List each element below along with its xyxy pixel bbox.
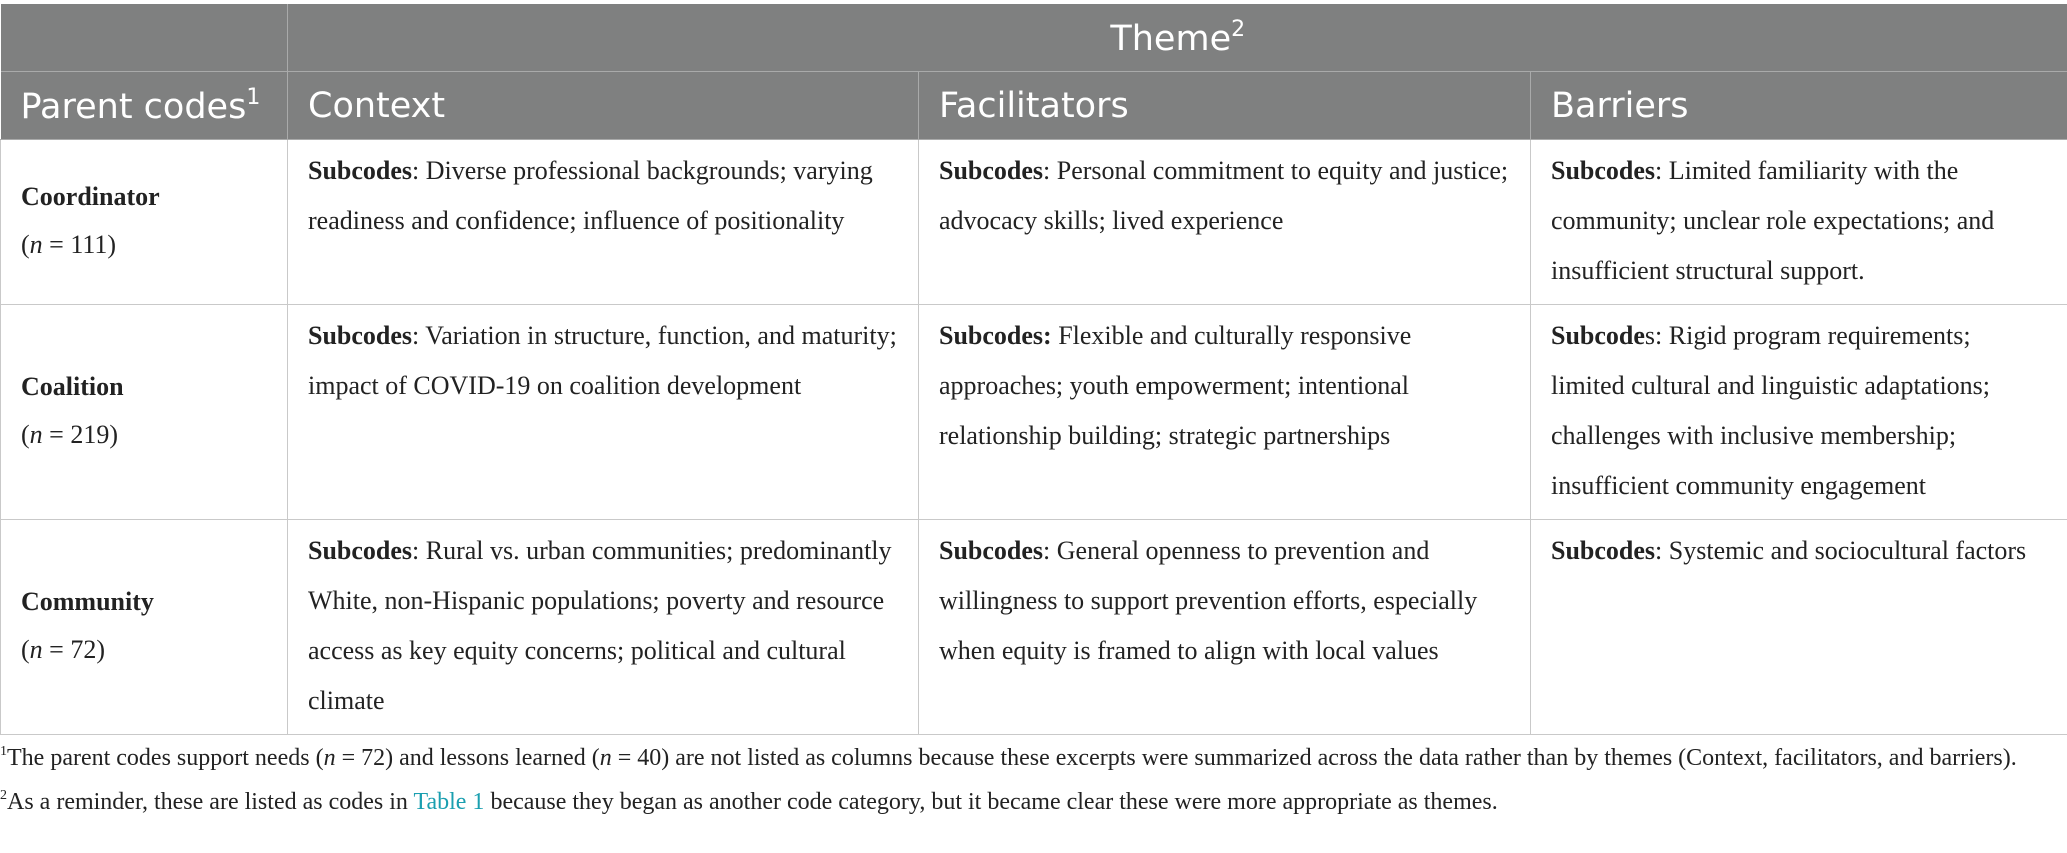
header-blank-cell [1,4,288,72]
parent-footnote-ref[interactable]: 1 [246,84,261,110]
parent-code-cell [1,305,288,520]
context-header: Context [288,72,919,140]
context-cell: Subcodes: Diverse professional backgrounds; varying readiness and confidence; influence of positionality [288,140,919,305]
parent-code-count: (n = 219) [21,420,118,449]
table-row [1,140,2067,305]
context-cell: Subcodes: Rural vs. urban communities; predominantly White, non-Hispanic populations; poverty and resource access as key equity concerns; political and cultural climate [288,520,919,735]
parent-code-name: Coordinator [21,182,160,211]
parent-code-name: Coalition [21,372,124,401]
theme-footnote-ref[interactable]: 2 [1231,16,1246,42]
footnote-1: $^1$The parent codes support needs (n = 72) and lessons learned (n = 40) are not listed as columns because these excerpts were summarized across the data rather than by themes (Context, facilitators, and barriers). [0,744,2017,771]
table-row [1,520,2067,735]
theme-header [288,4,2067,72]
parent-codes-label: Parent codes [20,86,247,127]
table-row [1,305,2067,520]
table-footnotes [0,733,2060,821]
facilitators-cell: Subcodes: Flexible and culturally responsive approaches; youth empowerment; intentional relationship building; strategic partnerships [919,305,1531,520]
themes-table [0,4,2067,735]
table-container [0,4,2067,735]
table-1-link[interactable]: Table 1 [413,789,485,815]
parent-code-name: Community [21,587,154,616]
barriers-header: Barriers [1531,72,2067,140]
context-cell: Subcodes: Variation in structure, function, and maturity; impact of COVID-19 on coalition development [288,305,919,520]
parent-code-count: (n = 72) [21,635,105,664]
barriers-cell: Subcodes: Systemic and sociocultural factors [1531,520,2067,735]
header-row-theme [1,4,2067,72]
barriers-cell: Subcodes: Rigid program requirements; limited cultural and linguistic adaptations; challenges with inclusive membership; insufficient community engagement [1531,305,2067,520]
parent-codes-header [1,72,288,140]
facilitators-cell: Subcodes: Personal commitment to equity and justice; advocacy skills; lived experience [919,140,1531,305]
theme-label: Theme [1110,18,1232,59]
parent-code-cell [1,140,288,305]
parent-code-cell [1,520,288,735]
header-row-columns [1,72,2067,140]
parent-code-count: (n = 111) [21,230,117,259]
barriers-cell: Subcodes: Limited familiarity with the community; unclear role expectations; and insufficient structural support. [1531,140,2067,305]
footnote-2: $^2$As a reminder, these are listed as codes in Table 1 because they began as another code category, but it became clear these were more appropriate as themes. [0,788,1498,815]
facilitators-header: Facilitators [919,72,1531,140]
facilitators-cell: Subcodes: General openness to prevention and willingness to support prevention efforts, especially when equity is framed to align with local values [919,520,1531,735]
